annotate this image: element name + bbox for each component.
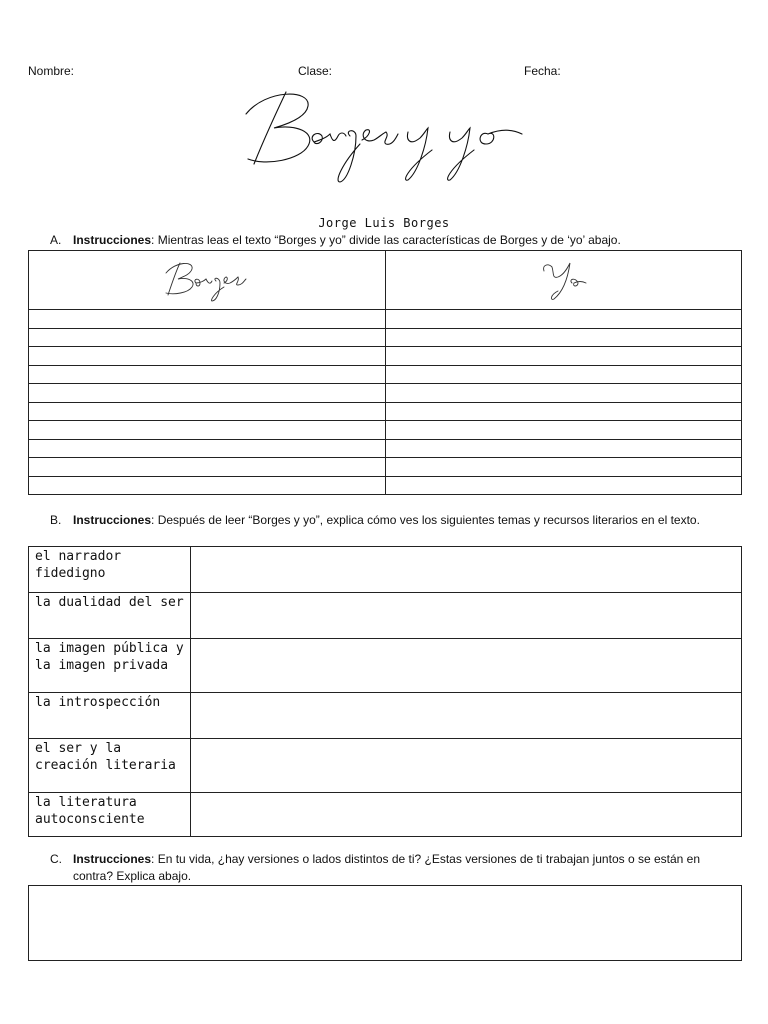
tema-label: la dualidad del ser	[29, 593, 191, 639]
borges-cell[interactable]	[29, 476, 386, 495]
author: Jorge Luis Borges	[318, 216, 450, 230]
borges-cell[interactable]	[29, 384, 386, 403]
tema-answer[interactable]	[191, 547, 742, 593]
instructions-b-bold: Instrucciones	[73, 513, 152, 527]
yo-cell[interactable]	[385, 439, 742, 458]
yo-cell[interactable]	[385, 421, 742, 440]
yo-cell[interactable]	[385, 458, 742, 477]
instructions-b	[50, 512, 740, 529]
fecha-label: Fecha:	[524, 64, 561, 78]
yo-cell[interactable]	[385, 328, 742, 347]
table-temas	[28, 546, 742, 837]
clase-label: Clase:	[298, 64, 333, 78]
tema-label: la literatura autoconsciente	[29, 793, 191, 837]
yo-cell[interactable]	[385, 347, 742, 366]
borges-cell[interactable]	[29, 458, 386, 477]
tema-answer[interactable]	[191, 739, 742, 793]
tema-answer[interactable]	[191, 793, 742, 837]
tema-answer[interactable]	[191, 593, 742, 639]
col-yo-script	[538, 255, 588, 305]
borges-cell[interactable]	[29, 347, 386, 366]
borges-cell[interactable]	[29, 421, 386, 440]
answer-box-c[interactable]	[28, 885, 742, 961]
tema-answer[interactable]	[191, 693, 742, 739]
col-yo	[385, 251, 742, 310]
tema-answer[interactable]	[191, 639, 742, 693]
nombre-label: Nombre:	[28, 64, 75, 78]
yo-cell[interactable]	[385, 310, 742, 329]
yo-cell[interactable]	[385, 384, 742, 403]
borges-cell[interactable]	[29, 310, 386, 329]
tema-label: la imagen pública y la imagen privada	[29, 639, 191, 693]
borges-cell[interactable]	[29, 328, 386, 347]
instructions-c-bold: Instrucciones	[73, 852, 152, 866]
instructions-b-text: : Después de leer “Borges y yo”, explica cómo ves los siguientes temas y recursos literarios en el texto.	[151, 513, 700, 527]
table-borges-yo	[28, 250, 742, 495]
instructions-a-bold: Instrucciones	[73, 233, 152, 247]
tema-label: la introspección	[29, 693, 191, 739]
tema-label: el ser y la creación literaria	[29, 739, 191, 793]
instructions-a-text: : Mientras leas el texto “Borges y yo” divide las características de Borges y de ‘yo’ abajo.	[151, 233, 621, 247]
instructions-c	[50, 851, 740, 885]
title-script	[236, 84, 536, 194]
instructions-c-text2: contra? Explica abajo.	[73, 869, 192, 883]
borges-cell[interactable]	[29, 402, 386, 421]
yo-cell[interactable]	[385, 402, 742, 421]
instructions-a	[50, 232, 740, 249]
col-borges	[29, 251, 386, 310]
tema-label: el narrador fidedigno	[29, 547, 191, 593]
letter-a: A.	[50, 233, 62, 247]
yo-cell[interactable]	[385, 365, 742, 384]
borges-cell[interactable]	[29, 439, 386, 458]
letter-c: C.	[50, 852, 62, 866]
letter-b: B.	[50, 513, 62, 527]
col-borges-script	[162, 255, 252, 305]
yo-cell[interactable]	[385, 476, 742, 495]
borges-cell[interactable]	[29, 365, 386, 384]
instructions-c-text: : En tu vida, ¿hay versiones o lados distintos de ti? ¿Estas versiones de ti trabajan juntos o se están en	[151, 852, 701, 866]
